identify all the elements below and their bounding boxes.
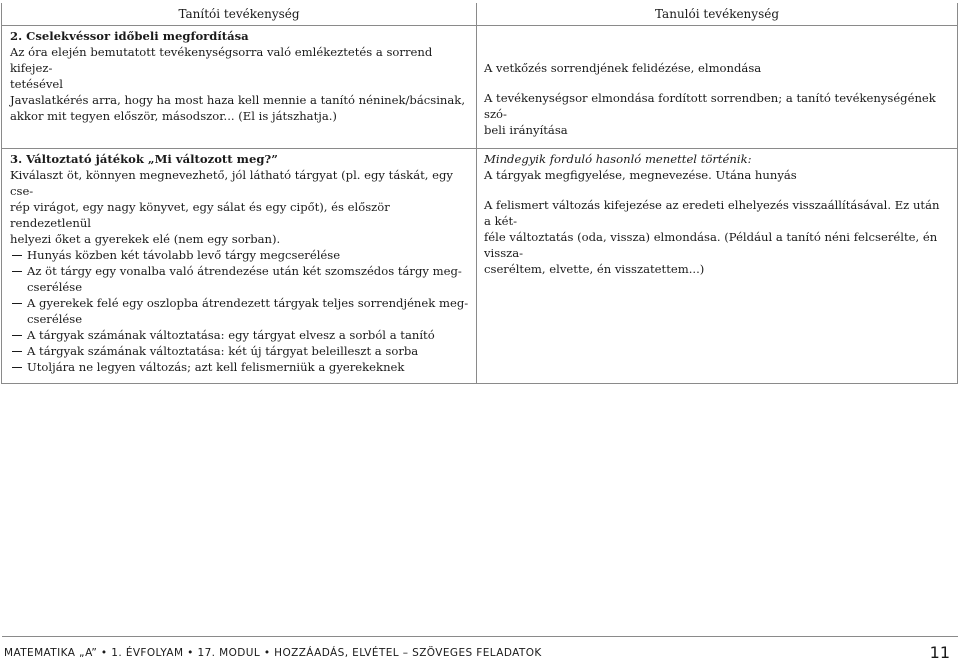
lesson-table [1,3,958,384]
list-item [10,295,470,327]
list-item [10,359,470,375]
list-item-text: cserélése [27,280,83,294]
page-number: 11 [929,643,950,662]
list-item [10,343,470,359]
student-text-line: cseréltem, elvette, én visszatettem...) [484,262,705,276]
teacher-cell-section-3 [2,149,477,384]
list-item-text: A tárgyak számának változtatása: két új tárgyat beleilleszt a sorba [27,344,419,358]
page-footer [2,636,958,665]
list-item-text: Hunyás közben két távolabb levő tárgy megcserélése [27,248,341,262]
section-3-text-line: helyezi őket a gyerekek elé (nem egy sorban). [10,232,281,246]
section-3-title: 3. Változtató játékok „Mi változott meg?” [10,152,278,166]
student-text-line: A tárgyak megfigyelése, megnevezése. Utána hunyás [484,168,797,182]
table-row [2,149,958,384]
list-item-text: cserélése [27,312,83,326]
table-row [2,26,958,149]
student-text-line: féle változtatás (oda, vissza) elmondása. (Például a tanító néni felcserélte, én vissza- [484,230,938,260]
section-2-text-line: tetésével [10,77,63,91]
variation-list [10,247,470,375]
student-text-line: A vetkőzés sorrendjének felidézése, elmondása [484,61,762,75]
list-item-text: Az öt tárgy egy vonalba való átrendezése után két szomszédos tárgy meg- [27,264,462,278]
student-text-line: Mindegyik forduló hasonló menettel történik: [484,152,752,166]
list-item-text: A tárgyak számának változtatása: egy tárgyat elvesz a sorból a tanító [27,328,435,342]
list-item [10,263,470,295]
student-cell-section-3 [477,149,958,384]
section-3-text-line: rép virágot, egy nagy könyvet, egy sálat és egy cipőt), és először rendezetlenül [10,200,390,230]
list-item [10,327,470,343]
student-text-line: A felismert változás kifejezése az eredeti elhelyezés visszaállításával. Ez után a két- [484,198,940,228]
section-2-text-line: Javaslatkérés arra, hogy ha most haza kell mennie a tanító néninek/bácsinak, [10,93,466,107]
list-item-text: Utoljára ne legyen változás; azt kell felismerniük a gyerekeknek [27,360,405,374]
section-2-text-line: Az óra elején bemutatott tevékenységsorra való emlékeztetés a sorrend kifejez- [10,45,433,75]
list-item [10,247,470,263]
student-cell-section-2 [477,26,958,149]
section-3-text-line: Kiválaszt öt, könnyen megnevezhető, jól látható tárgyat (pl. egy táskát, egy cse- [10,168,453,198]
student-text-line: A tevékenységsor elmondása fordított sorrendben; a tanító tevékenységének szó- [484,91,936,121]
teacher-cell-section-2 [2,26,477,149]
footer-series-title: MATEMATIKA „A” • 1. ÉVFOLYAM • 17. MODUL • HOZZÁADÁS, ELVÉTEL – SZÖVEGES FELADATOK [4,647,542,659]
list-item-text: A gyerekek felé egy oszlopba átrendezett tárgyak teljes sorrendjének meg- [27,296,469,310]
section-2-text-line: akkor mit tegyen először, másodszor... (El is játszhatja.) [10,109,337,123]
student-column-header: Tanulói tevékenység [477,3,958,26]
student-text-line: beli irányítása [484,123,568,137]
teacher-column-header: Tanítói tevékenység [2,3,477,26]
section-2-title: 2. Cselekvéssor időbeli megfordítása [10,29,249,43]
